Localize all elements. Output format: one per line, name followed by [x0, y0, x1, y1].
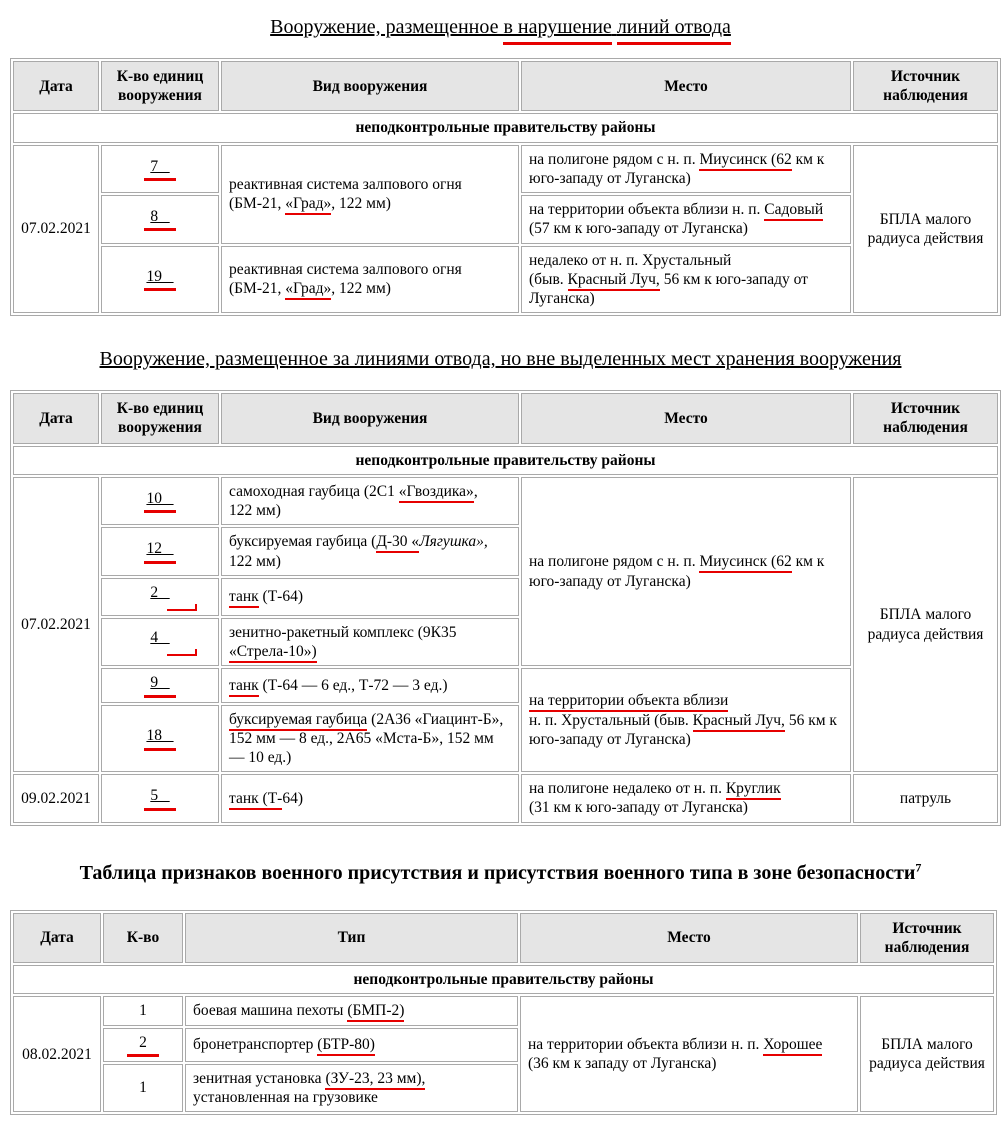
header-row — [13, 913, 994, 963]
red-proof-underline: Красный Луч, — [693, 712, 785, 732]
weapon-type-cell — [221, 618, 519, 666]
text-segment: на полигоне рядом с н. п. — [529, 553, 700, 571]
quantity-cell — [101, 668, 219, 702]
weapon-type-cell — [221, 578, 519, 616]
text-segment: , 122 мм) — [331, 195, 391, 213]
weapon-type-cell — [221, 246, 519, 314]
quantity-cell — [101, 195, 219, 243]
quantity-value: 5 — [150, 787, 170, 805]
quantity-value: 10 — [146, 489, 174, 507]
quantity-cell — [103, 1064, 183, 1112]
header-weapon-type: Вид вооружения — [221, 393, 519, 443]
red-proof-mark — [144, 178, 176, 181]
text-segment: (36 км к западу от Луганска) — [528, 1055, 717, 1073]
location-cell — [520, 996, 858, 1112]
source-cell: патруль — [853, 774, 998, 822]
text-segment: (57 км к юго-западу от Луганска) — [529, 220, 748, 238]
red-proof-underline: на территории объекта вблизи — [529, 692, 728, 712]
date-cell: 08.02.2021 — [13, 996, 101, 1112]
text-segment: , 122 мм) — [331, 280, 391, 298]
header-location: Место — [521, 61, 851, 111]
red-proof-underline: «Град» — [285, 280, 331, 300]
red-proof-underline: «Стрела-10») — [229, 643, 317, 663]
weapon-type-cell — [185, 1064, 518, 1112]
table-body — [13, 996, 994, 1112]
text-segment: км к юго-западу от Луганска) — [529, 553, 825, 590]
text-segment: 7 — [915, 860, 922, 875]
text-segment: 122 мм) — [229, 552, 281, 570]
header-date: Дата — [13, 913, 101, 963]
header-source: Источник наблюдения — [853, 61, 998, 111]
header-date: Дата — [13, 393, 99, 443]
red-proof-mark — [127, 1054, 159, 1057]
header-row — [13, 393, 998, 443]
red-proof-underline: Д-30 « — [376, 533, 419, 553]
quantity-cell — [101, 578, 219, 616]
red-proof-underline: (ЗУ-23, 23 мм), — [325, 1070, 425, 1090]
text-segment: зенитно-ракетный комплекс (9К35 — [229, 623, 457, 641]
location-cell — [521, 145, 851, 193]
text-segment: (2А36 «Гиацинт-Б», 152 мм — 8 ед., 2А65 «Мста-Б», 152 мм — 10 ед.) — [229, 710, 504, 767]
title-weapons-beyond-withdrawal-lines — [10, 346, 991, 372]
red-proof-mark — [144, 228, 176, 231]
red-proof-underline: танк (Т- — [229, 790, 282, 810]
title-text — [80, 862, 922, 884]
quantity-cell — [101, 527, 219, 575]
text-segment: на полигоне рядом с н. п. — [529, 150, 700, 168]
quantity-value: 1 — [139, 1079, 147, 1097]
red-proof-underline: Круглик — [726, 780, 781, 800]
header-type: Тип — [185, 913, 518, 963]
location-cell — [521, 477, 851, 667]
red-proof-underline: танк — [229, 588, 259, 608]
red-proof-underline: в нарушение — [503, 16, 611, 45]
source-cell: БПЛА малого радиуса действия — [853, 477, 998, 772]
header-quantity: К-во — [103, 913, 183, 963]
quantity-value: 2 — [139, 1033, 147, 1051]
text-segment: Вооружение, размещенное за линиями отвода, но вне выделенных мест хранения вооружения — [99, 348, 902, 371]
section-row — [13, 965, 994, 994]
text-segment: бронетранспортер — [193, 1036, 318, 1054]
date-cell: 09.02.2021 — [13, 774, 99, 822]
text-segment: (быв. — [529, 270, 568, 288]
red-proof-underline: Садовый — [764, 201, 823, 221]
text-segment: на территории объекта вблизи н. п. — [529, 201, 765, 219]
red-proof-underline: танк — [229, 677, 259, 697]
title-weapons-violation-withdrawal-lines — [10, 14, 991, 40]
weapon-type-cell — [185, 996, 518, 1025]
red-proof-underline: Хорошее — [763, 1036, 822, 1056]
header-source: Источник наблюдения — [853, 393, 998, 443]
text-segment: боевая машина пехоты — [193, 1002, 348, 1020]
location-cell — [521, 774, 851, 822]
header-source: Источник наблюдения — [860, 913, 994, 963]
quantity-value: 18 — [146, 727, 174, 745]
military-presence-table — [10, 910, 997, 1116]
text-segment: Вооружение, размещенное — [270, 16, 504, 38]
location-cell — [521, 246, 851, 314]
weapon-type-cell — [221, 705, 519, 773]
text-segment: на территории объекта вблизи н. п. — [528, 1036, 764, 1054]
table-body — [13, 145, 998, 314]
weapons-violation-table — [10, 58, 1001, 316]
table-row — [13, 145, 998, 193]
red-proof-underline: Миусинск (62 — [699, 151, 791, 171]
red-proof-mark — [144, 288, 176, 291]
location-cell — [521, 668, 851, 772]
red-proof-underline: линий отвода — [617, 16, 731, 45]
weapon-type-cell — [185, 1028, 518, 1062]
table-row — [13, 774, 998, 822]
red-proof-underline: (БТР-80) — [317, 1036, 375, 1056]
text-segment: зенитная установка — [193, 1069, 326, 1087]
quantity-value: 7 — [150, 157, 170, 175]
quantity-value: 9 — [150, 674, 170, 692]
quantity-value: 1 — [139, 1002, 147, 1020]
red-proof-mark — [144, 748, 176, 751]
quantity-value: 4 — [150, 629, 170, 647]
red-proof-mark — [167, 604, 197, 611]
quantity-value: 19 — [146, 268, 174, 286]
header-weapon-type: Вид вооружения — [221, 61, 519, 111]
weapons-beyond-lines-table — [10, 390, 1001, 826]
source-cell: БПЛА малого радиуса действия — [853, 145, 998, 314]
header-row — [13, 61, 998, 111]
red-proof-underline: «Гвоздика» — [399, 483, 474, 503]
table-body — [13, 477, 998, 823]
text-segment: на полигоне недалеко от н. п. — [529, 780, 726, 798]
table-row — [13, 668, 998, 702]
header-quantity: К-во единиц вооружения — [101, 393, 219, 443]
weapon-type-cell — [221, 477, 519, 525]
source-cell: БПЛА малого радиуса действия — [860, 996, 994, 1112]
text-segment: 64) — [282, 789, 304, 807]
text-segment: 56 км к юго-западу от Луганска) — [529, 270, 808, 307]
red-proof-underline: Миусинск (62 — [699, 553, 791, 573]
text-segment: , — [473, 482, 478, 500]
table-row — [13, 246, 998, 314]
date-cell: 07.02.2021 — [13, 145, 99, 314]
text-segment: Таблица признаков военного присутствия и присутствия военного типа в зоне безопасности — [79, 861, 916, 884]
red-proof-underline: Красный Луч, — [568, 271, 660, 291]
quantity-cell — [101, 774, 219, 822]
quantity-cell — [103, 1028, 183, 1062]
title-text — [100, 348, 902, 370]
red-proof-mark — [144, 561, 176, 564]
quantity-value: 12 — [146, 540, 174, 558]
location-cell — [521, 195, 851, 243]
header-location: Место — [520, 913, 858, 963]
text-segment: (Т-64) — [258, 588, 303, 606]
quantity-cell — [101, 618, 219, 666]
text-segment: 122 мм) — [229, 502, 281, 520]
title-text — [270, 16, 731, 45]
red-proof-mark — [144, 695, 176, 698]
quantity-value: 8 — [150, 208, 170, 226]
weapon-type-cell — [221, 774, 519, 822]
weapon-type-cell — [221, 527, 519, 575]
table-row — [13, 996, 994, 1025]
quantity-cell — [101, 145, 219, 193]
text-segment: самоходная гаубица (2С1 — [229, 482, 399, 500]
weapon-type-cell — [221, 668, 519, 702]
text-segment: реактивная система залпового огня (БМ-21, — [229, 261, 462, 298]
text-segment: Лягушка», — [419, 533, 488, 551]
text-segment: км к юго-западу от Луганска) — [529, 150, 825, 187]
text-segment: реактивная система залпового огня (БМ-21, — [229, 175, 462, 213]
red-proof-mark — [167, 649, 197, 656]
text-segment: 56 км к юго-западу от Луганска) — [529, 711, 837, 748]
quantity-value: 2 — [150, 583, 170, 601]
section-row — [13, 113, 998, 142]
title-military-presence-security-zone — [10, 860, 991, 886]
red-proof-underline: (БМП-2) — [347, 1002, 404, 1022]
text-segment: недалеко от н. п. Хрустальный — [529, 251, 732, 269]
text-segment: н. п. Хрустальный (быв. — [529, 711, 693, 729]
text-segment: буксируемая гаубица ( — [229, 533, 377, 551]
text-segment: (31 км к юго-западу от Луганска) — [529, 799, 748, 817]
section-label: неподконтрольные правительству районы — [13, 446, 998, 475]
header-location: Место — [521, 393, 851, 443]
section-row — [13, 446, 998, 475]
date-cell: 07.02.2021 — [13, 477, 99, 772]
red-proof-mark — [144, 808, 176, 811]
table-row — [13, 477, 998, 525]
header-quantity: К-во единиц вооружения — [101, 61, 219, 111]
red-proof-mark — [144, 510, 176, 513]
quantity-cell — [101, 705, 219, 773]
section-label: неподконтрольные правительству районы — [13, 113, 998, 142]
text-segment: установленная на грузовике — [193, 1089, 378, 1106]
quantity-cell — [103, 996, 183, 1025]
section-label: неподконтрольные правительству районы — [13, 965, 994, 994]
text-segment: (Т-64 — 6 ед., Т-72 — 3 ед.) — [258, 676, 448, 694]
red-proof-underline: буксируемая гаубица — [229, 711, 367, 731]
red-proof-underline: «Град» — [285, 195, 331, 215]
quantity-cell — [101, 246, 219, 314]
header-date: Дата — [13, 61, 99, 111]
weapon-type-cell — [221, 145, 519, 244]
quantity-cell — [101, 477, 219, 525]
